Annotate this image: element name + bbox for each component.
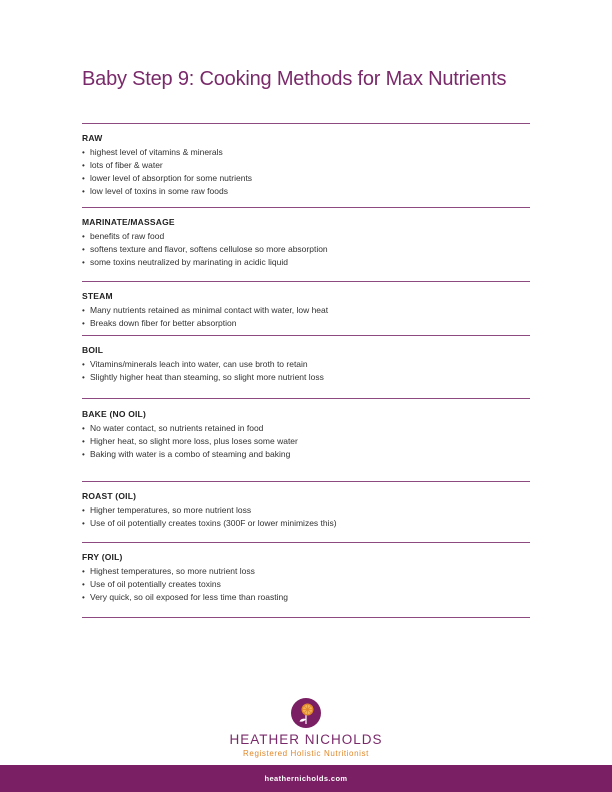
bullet-list xyxy=(82,504,530,530)
page-title: Baby Step 9: Cooking Methods for Max Nutrients xyxy=(82,68,507,90)
bullet-list xyxy=(82,230,530,269)
section-heading: MARINATE/MASSAGE xyxy=(82,217,175,227)
list-item: • Vitamins/minerals leach into water, can use broth to retain xyxy=(82,358,530,371)
list-item: • Breaks down fiber for better absorption xyxy=(82,317,530,330)
orange-slice-flower-icon xyxy=(290,697,322,729)
brand-tagline: Registered Holistic Nutritionist xyxy=(243,749,369,758)
section-fry-oil xyxy=(82,552,530,604)
section-marinate-massage xyxy=(82,217,530,269)
list-item: • Baking with water is a combo of steaming and baking xyxy=(82,448,530,461)
list-item: • No water contact, so nutrients retained in food xyxy=(82,422,530,435)
section-divider xyxy=(82,207,530,208)
list-item: • Higher temperatures, so more nutrient loss xyxy=(82,504,530,517)
section-steam xyxy=(82,291,530,330)
list-item: • softens texture and flavor, softens cellulose so more absorption xyxy=(82,243,530,256)
section-roast-oil xyxy=(82,491,530,530)
list-item: • low level of toxins in some raw foods xyxy=(82,185,530,198)
section-divider xyxy=(82,398,530,399)
list-item: • lots of fiber & water xyxy=(82,159,530,172)
bullet-list xyxy=(82,358,530,384)
list-item: • Many nutrients retained as minimal contact with water, low heat xyxy=(82,304,530,317)
list-item: • highest level of vitamins & minerals xyxy=(82,146,530,159)
section-boil xyxy=(82,345,530,384)
website-link[interactable]: heathernicholds.com xyxy=(264,774,348,783)
list-item: • Highest temperatures, so more nutrient loss xyxy=(82,565,530,578)
section-divider xyxy=(82,123,530,124)
section-heading: RAW xyxy=(82,133,103,143)
list-item: • Use of oil potentially creates toxins xyxy=(82,578,530,591)
section-heading: STEAM xyxy=(82,291,113,301)
list-item: • Use of oil potentially creates toxins (300F or lower minimizes this) xyxy=(82,517,530,530)
section-divider xyxy=(82,281,530,282)
section-heading: FRY (OIL) xyxy=(82,552,123,562)
list-item: • Higher heat, so slight more loss, plus loses some water xyxy=(82,435,530,448)
section-divider xyxy=(82,481,530,482)
section-heading: ROAST (OIL) xyxy=(82,491,137,501)
brand-name: HEATHER NICHOLDS xyxy=(229,732,383,747)
section-divider xyxy=(82,542,530,543)
bullet-list xyxy=(82,565,530,604)
list-item: • Slightly higher heat than steaming, so slight more nutrient loss xyxy=(82,371,530,384)
list-item: • benefits of raw food xyxy=(82,230,530,243)
section-heading: BOIL xyxy=(82,345,104,355)
bullet-list xyxy=(82,422,530,461)
section-heading: BAKE (NO OIL) xyxy=(82,409,146,419)
footer-bar xyxy=(0,765,612,792)
section-bake-no-oil xyxy=(82,409,530,461)
section-divider xyxy=(82,617,530,618)
section-raw xyxy=(82,133,530,198)
list-item: • Very quick, so oil exposed for less time than roasting xyxy=(82,591,530,604)
list-item: • some toxins neutralized by marinating in acidic liquid xyxy=(82,256,530,269)
list-item: • lower level of absorption for some nutrients xyxy=(82,172,530,185)
section-divider xyxy=(82,335,530,336)
bullet-list xyxy=(82,304,530,330)
bullet-list xyxy=(82,146,530,198)
